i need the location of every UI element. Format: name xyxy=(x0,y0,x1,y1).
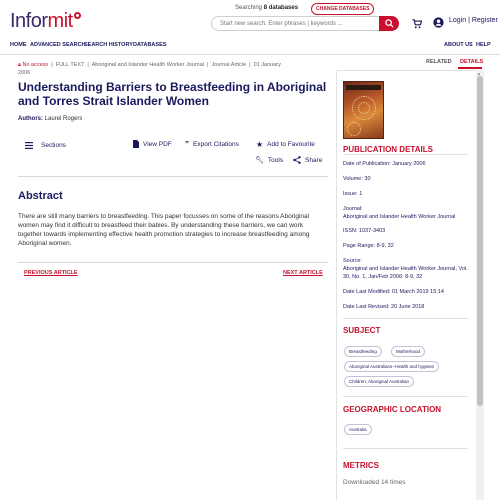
cart-icon xyxy=(412,19,422,29)
geo-tag[interactable]: Australia xyxy=(344,424,372,435)
source-value: Aboriginal and Islander Health Worker Journal, Vol. 30, No. 1, Jan/Feb 2006: 8-9, 32 xyxy=(343,266,468,280)
nav-about-us[interactable]: ABOUT US xyxy=(444,42,473,48)
share-label: Share xyxy=(305,156,323,164)
article-meta: 🔒︎ No access | FULL TEXT | Aboriginal and Islander Health Worker Journal | Journal Article | 01 January 2006 xyxy=(18,62,281,76)
source-label: Source: xyxy=(343,258,362,264)
publication-details-heading: PUBLICATION DETAILS xyxy=(343,145,433,154)
share-button[interactable] xyxy=(293,156,322,164)
wrench-icon: 🔧︎ xyxy=(255,157,264,164)
view-pdf-button[interactable] xyxy=(133,140,172,148)
nav-divider xyxy=(0,54,500,55)
account-button[interactable] xyxy=(433,15,444,33)
author-name[interactable]: Laurel Rogers xyxy=(44,116,83,122)
date-last-revised: Date Last Revised: 20 June 2018 xyxy=(343,304,425,310)
tab-details[interactable]: DETAILS xyxy=(460,59,484,65)
tab-related[interactable]: RELATED xyxy=(426,59,452,65)
main-nav xyxy=(0,41,500,53)
volume: Volume: 30 xyxy=(343,176,371,182)
pager-divider xyxy=(18,262,328,263)
informit-logo[interactable] xyxy=(10,10,81,33)
metrics-heading: METRICS xyxy=(343,461,379,470)
next-article-link[interactable]: NEXT ARTICLE xyxy=(283,270,323,276)
nav-databases[interactable]: DATABASES xyxy=(133,42,167,48)
searching-status xyxy=(235,5,298,11)
sidebar-divider xyxy=(343,318,468,319)
subject-tag[interactable]: Breastfeeding xyxy=(344,346,382,357)
access-status: No access xyxy=(22,62,49,68)
issn: ISSN: 1037-3403 xyxy=(343,228,386,234)
download-count: Downloaded 14 times xyxy=(343,479,406,486)
search-button[interactable] xyxy=(379,16,399,31)
source-field xyxy=(343,257,473,281)
add-favourite-button[interactable] xyxy=(256,140,315,149)
star-icon: ★ xyxy=(256,140,264,149)
issue: Issue: 1 xyxy=(343,191,363,197)
journal-label: Journal: xyxy=(343,206,363,212)
view-pdf-label: View PDF xyxy=(143,140,172,148)
journal-name[interactable]: Aboriginal and Islander Health Worker Journal xyxy=(91,62,204,68)
journal-value[interactable]: Aboriginal and Islander Health Worker Journal xyxy=(343,214,456,220)
export-citations-button[interactable] xyxy=(185,140,239,149)
sections-label: Sections xyxy=(41,142,66,149)
nav-search-history[interactable]: SEARCH HISTORY xyxy=(84,42,133,48)
subject-tag[interactable]: Motherhood xyxy=(391,346,425,357)
databases-count: 8 databases xyxy=(263,5,299,11)
share-icon xyxy=(293,156,301,164)
quote-icon: ” xyxy=(185,140,189,149)
search-input[interactable]: Start new search. Enter phrases | keywords ... xyxy=(211,16,379,31)
logo-dot-icon xyxy=(74,12,81,19)
cover-dot-ring-inner xyxy=(358,102,370,114)
logo-accent-text: mit xyxy=(47,10,73,32)
subject-heading: SUBJECT xyxy=(343,326,381,335)
subject-tag[interactable]: Children, Aboriginal Australian xyxy=(344,376,414,387)
page-range: Page Range: 8-9, 32 xyxy=(343,243,394,249)
scrollbar-thumb[interactable] xyxy=(477,76,483,406)
sidebar-divider xyxy=(343,154,468,155)
previous-article-link[interactable]: PREVIOUS ARTICLE xyxy=(24,270,78,276)
article-title: Understanding Barriers to Breastfeeding in Aboriginal and Torres Strait Islander Women xyxy=(18,80,327,108)
journal-field xyxy=(343,205,473,221)
list-icon xyxy=(25,142,33,149)
date-last-modified: Date Last Modified: 01 March 2019 15:14 xyxy=(343,289,444,295)
authors-line xyxy=(18,116,82,122)
article-type: Journal Article xyxy=(211,62,247,68)
sidebar-divider xyxy=(343,396,468,397)
scroll-up-arrow[interactable]: ▲ xyxy=(477,71,481,76)
logo-main-text: Infor xyxy=(10,10,48,32)
searching-label: Searching xyxy=(235,5,263,11)
nav-advanced-search[interactable]: ADVANCED SEARCH xyxy=(30,42,86,48)
sections-button[interactable] xyxy=(25,142,66,149)
article-date-day: 01 January xyxy=(253,62,281,68)
article-date-year: 2006 xyxy=(18,70,31,76)
tools-button[interactable] xyxy=(255,156,283,164)
subject-tag[interactable]: Aboriginal Australians--Health and hygiene xyxy=(344,361,439,372)
document-icon xyxy=(133,140,139,148)
cart-button[interactable] xyxy=(412,16,422,34)
journal-cover-image[interactable] xyxy=(343,81,384,139)
nav-help[interactable]: HELP xyxy=(476,42,491,48)
change-databases-button[interactable]: CHANGE DATABASES xyxy=(311,3,374,15)
login-register-link[interactable]: Login | Register xyxy=(449,17,498,24)
abstract-text: There are still many barriers to breastfeeding. This paper focusses on some of the reasons Aboriginal women may find it difficult to breastfeed their babies. By understanding these barriers, we can work together towards implementing effective health promotion strategies to increase breastfeeding among Aboriginal women. xyxy=(18,213,310,247)
nav-home[interactable]: HOME xyxy=(10,42,27,48)
fulltext-label: FULL TEXT xyxy=(55,62,85,68)
section-divider xyxy=(18,176,328,177)
export-citations-label: Export Citations xyxy=(193,141,239,148)
cover-title-band xyxy=(346,85,381,90)
geographic-location-heading: GEOGRAPHIC LOCATION xyxy=(343,405,442,414)
lock-icon: 🔒︎ xyxy=(18,62,21,68)
date-of-publication: Date of Publication: January 2006 xyxy=(343,161,426,167)
tools-label: Tools xyxy=(267,156,284,164)
cover-dot-ring-small xyxy=(347,122,361,136)
authors-label: Authors: xyxy=(18,116,43,122)
search-icon xyxy=(385,19,394,28)
sidebar-tabs xyxy=(336,56,484,68)
user-icon xyxy=(433,17,444,28)
active-tab-indicator xyxy=(458,67,482,69)
sidebar-divider xyxy=(343,448,468,449)
add-favourite-label: Add to Favourite xyxy=(267,141,315,148)
abstract-heading: Abstract xyxy=(18,190,63,202)
